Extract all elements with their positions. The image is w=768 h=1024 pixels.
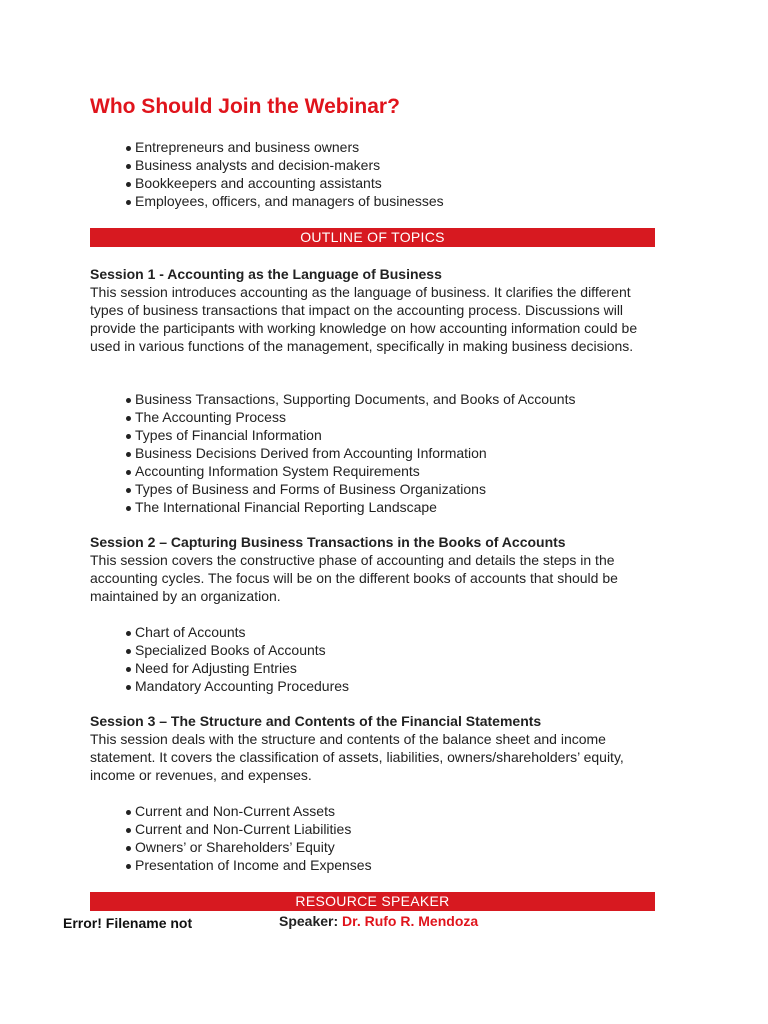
session-3-title: Session 3 – The Structure and Contents of the Financial Statements — [90, 713, 542, 729]
speaker-label: Speaker: — [279, 913, 339, 929]
topic-item: Current and Non-Current Assets — [124, 802, 372, 820]
outline-banner: OUTLINE OF TOPICS — [90, 228, 655, 247]
topic-item: Accounting Information System Requirements — [124, 462, 575, 480]
topic-item: Business Transactions, Supporting Documents, and Books of Accounts — [124, 390, 575, 408]
session-2-title: Session 2 – Capturing Business Transactions in the Books of Accounts — [90, 534, 566, 550]
speaker-name: Dr. Rufo R. Mendoza — [342, 913, 479, 929]
audience-title: Who Should Join the Webinar? — [90, 95, 400, 118]
session-3-topics — [124, 802, 372, 874]
topic-item: Current and Non-Current Liabilities — [124, 820, 372, 838]
topic-item: Chart of Accounts — [124, 623, 349, 641]
missing-image-error: Error! Filename not — [63, 915, 193, 931]
speaker-banner: RESOURCE SPEAKER — [90, 892, 655, 911]
topic-item: Types of Financial Information — [124, 426, 575, 444]
topic-item: The Accounting Process — [124, 408, 575, 426]
topic-item: The International Financial Reporting Landscape — [124, 498, 575, 516]
session-1-title: Session 1 - Accounting as the Language of Business — [90, 266, 442, 282]
topic-item: Business Decisions Derived from Accounting Information — [124, 444, 575, 462]
session-1-description: This session introduces accounting as the language of business. It clarifies the different types of business transactions that impact on the accounting process. Discussions will provide the participants with working knowledge on how accounting information could be used in various functions of the management, specifically in making business decisions. — [90, 284, 638, 354]
session-2-description: This session covers the constructive phase of accounting and details the steps in the accounting cycles. The focus will be on the different books of accounts that should be maintained by an organization. — [90, 552, 618, 604]
speaker-line — [279, 912, 478, 930]
session-1-topics — [124, 390, 575, 516]
audience-item: Employees, officers, and managers of businesses — [124, 192, 444, 210]
topic-item: Need for Adjusting Entries — [124, 659, 349, 677]
topic-item: Presentation of Income and Expenses — [124, 856, 372, 874]
topic-item: Mandatory Accounting Procedures — [124, 677, 349, 695]
topic-item: Types of Business and Forms of Business Organizations — [124, 480, 575, 498]
audience-item: Bookkeepers and accounting assistants — [124, 174, 444, 192]
audience-item: Entrepreneurs and business owners — [124, 138, 444, 156]
session-3-description: This session deals with the structure and contents of the balance sheet and income statement. It covers the classification of assets, liabilities, owners/shareholders’ equity, income or revenues, and expenses. — [90, 731, 624, 783]
topic-item: Specialized Books of Accounts — [124, 641, 349, 659]
audience-list — [124, 138, 444, 210]
session-2-topics — [124, 623, 349, 695]
audience-item: Business analysts and decision-makers — [124, 156, 444, 174]
topic-item: Owners’ or Shareholders’ Equity — [124, 838, 372, 856]
